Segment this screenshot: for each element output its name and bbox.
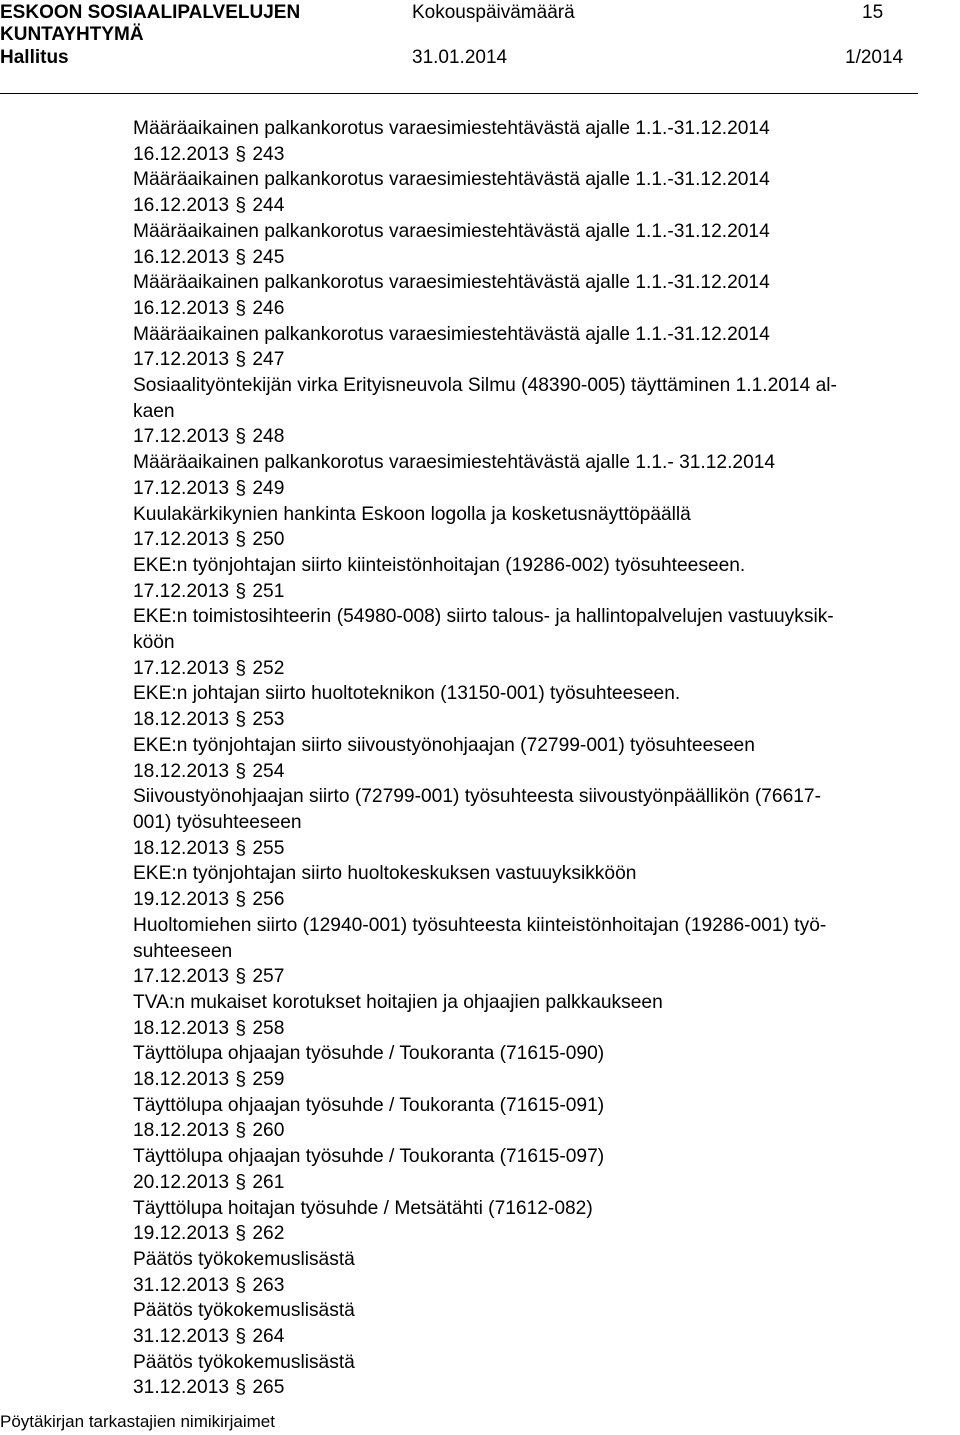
decision-reference <box>133 193 948 219</box>
decision-title: suhteeseen <box>133 940 233 962</box>
section-sign: § <box>235 1274 247 1296</box>
decision-date: 19.12.2013 <box>133 889 230 911</box>
decision-date: 16.12.2013 <box>133 246 230 268</box>
section-number: 250 <box>252 529 285 551</box>
decision-title: Päätös työkokemuslisästä <box>133 1248 355 1270</box>
section-number: 244 <box>252 195 285 217</box>
decision-title: Kuulakärkikynien hankinta Eskoon logolla ja kosketusnäyttöpäällä <box>133 503 691 525</box>
decision-reference <box>133 964 948 990</box>
decision-reference <box>133 1118 948 1144</box>
decision-reference <box>133 1375 948 1401</box>
section-sign: § <box>235 349 247 371</box>
decision-reference <box>133 142 948 168</box>
decision-date: 17.12.2013 <box>133 657 230 679</box>
section-sign: § <box>235 426 247 448</box>
decision-reference <box>133 296 948 322</box>
decision-date: 18.12.2013 <box>133 837 230 859</box>
decision-date: 17.12.2013 <box>133 580 230 602</box>
decision-title: Päätös työkokemuslisästä <box>133 1351 355 1373</box>
section-number: 252 <box>252 657 285 679</box>
section-number: 255 <box>252 837 285 859</box>
decision-title: Täyttölupa ohjaajan työsuhde / Toukoranta (71615-097) <box>133 1146 605 1168</box>
decision-reference <box>133 656 948 682</box>
decision-reference <box>133 887 948 913</box>
section-sign: § <box>235 1377 247 1399</box>
decision-title: Määräaikainen palkankorotus varaesimiestehtävästä ajalle 1.1.-31.12.2014 <box>133 323 770 345</box>
decision-title: Täyttölupa hoitajan työsuhde / Metsätähti (71612-082) <box>133 1197 593 1219</box>
decision-reference <box>133 759 948 785</box>
decision-reference <box>133 1016 948 1042</box>
decision-title: TVA:n mukaiset korotukset hoitajien ja ohjaajien palkkaukseen <box>133 991 663 1013</box>
decision-reference <box>133 1221 948 1247</box>
section-number: 265 <box>252 1377 285 1399</box>
decision-reference <box>133 1324 948 1350</box>
section-number: 262 <box>252 1223 285 1245</box>
header-divider <box>0 93 918 94</box>
decision-reference <box>133 1273 948 1299</box>
decision-title: Määräaikainen palkankorotus varaesimiestehtävästä ajalle 1.1.- 31.12.2014 <box>133 452 776 474</box>
decision-date: 20.12.2013 <box>133 1171 230 1193</box>
section-number: 251 <box>252 580 285 602</box>
decision-reference <box>133 1170 948 1196</box>
section-sign: § <box>235 1326 247 1348</box>
decision-date: 17.12.2013 <box>133 477 230 499</box>
decision-date: 18.12.2013 <box>133 760 230 782</box>
decision-date: 18.12.2013 <box>133 1017 230 1039</box>
decision-title: EKE:n työnjohtajan siirto huoltokeskuksen vastuuyksikköön <box>133 863 637 885</box>
decision-title: kaen <box>133 400 175 422</box>
section-sign: § <box>235 889 247 911</box>
decision-date: 17.12.2013 <box>133 966 230 988</box>
section-sign: § <box>235 1120 247 1142</box>
decision-title: Määräaikainen palkankorotus varaesimiestehtävästä ajalle 1.1.-31.12.2014 <box>133 272 770 294</box>
decision-reference <box>133 245 948 271</box>
section-sign: § <box>235 1017 247 1039</box>
signature-label: Pöytäkirjan tarkastajien nimikirjaimet <box>0 1412 275 1431</box>
decision-list <box>133 116 948 1401</box>
decision-title: Määräaikainen palkankorotus varaesimiestehtävästä ajalle 1.1.-31.12.2014 <box>133 169 770 191</box>
decision-title: köön <box>133 632 175 654</box>
section-sign: § <box>235 837 247 859</box>
section-sign: § <box>235 1069 247 1091</box>
section-number: 243 <box>252 143 285 165</box>
section-sign: § <box>235 966 247 988</box>
meeting-body-name: Hallitus <box>0 47 69 68</box>
decision-title: Päätös työkokemuslisästä <box>133 1300 355 1322</box>
decision-title: EKE:n työnjohtajan siirto siivoustyönohjaajan (72799-001) työsuhteeseen <box>133 734 755 756</box>
section-sign: § <box>235 760 247 782</box>
decision-date: 31.12.2013 <box>133 1326 230 1348</box>
decision-reference <box>133 527 948 553</box>
meeting-date-label: Kokouspäivämäärä <box>412 2 575 23</box>
section-number: 258 <box>252 1017 285 1039</box>
section-sign: § <box>235 246 247 268</box>
section-number: 260 <box>252 1120 285 1142</box>
decision-date: 16.12.2013 <box>133 195 230 217</box>
decision-reference <box>133 476 948 502</box>
section-number: 261 <box>252 1171 285 1193</box>
section-number: 263 <box>252 1274 285 1296</box>
decision-date: 17.12.2013 <box>133 426 230 448</box>
section-sign: § <box>235 580 247 602</box>
section-sign: § <box>235 477 247 499</box>
decision-title: Täyttölupa ohjaajan työsuhde / Toukoranta (71615-091) <box>133 1094 605 1116</box>
meeting-date: 31.01.2014 <box>412 47 508 68</box>
section-sign: § <box>235 195 247 217</box>
section-sign: § <box>235 1223 247 1245</box>
decision-date: 19.12.2013 <box>133 1223 230 1245</box>
section-number: 248 <box>252 426 285 448</box>
decision-title: Siivoustyönohjaajan siirto (72799-001) työsuhteesta siivoustyönpäällikön (76617- <box>133 786 821 808</box>
decision-reference <box>133 1067 948 1093</box>
section-number: 246 <box>252 297 285 319</box>
decision-title: Täyttölupa ohjaajan työsuhde / Toukoranta (71615-090) <box>133 1043 605 1065</box>
decision-reference <box>133 424 948 450</box>
decision-date: 17.12.2013 <box>133 529 230 551</box>
decision-title: Määräaikainen palkankorotus varaesimiestehtävästä ajalle 1.1.-31.12.2014 <box>133 118 770 139</box>
decision-title: EKE:n työnjohtajan siirto kiinteistönhoitajan (19286-002) työsuhteeseen. <box>133 554 746 576</box>
decision-title: 001) työsuhteeseen <box>133 811 302 833</box>
section-number: 257 <box>252 966 285 988</box>
decision-title: Huoltomiehen siirto (12940-001) työsuhteesta kiinteistönhoitajan (19286-001) työ- <box>133 914 827 936</box>
decision-date: 16.12.2013 <box>133 143 230 165</box>
section-number: 249 <box>252 477 285 499</box>
section-number: 245 <box>252 246 285 268</box>
page-header <box>0 0 960 96</box>
section-sign: § <box>235 143 247 165</box>
decision-date: 18.12.2013 <box>133 1120 230 1142</box>
decision-date: 17.12.2013 <box>133 349 230 371</box>
decision-date: 18.12.2013 <box>133 1069 230 1091</box>
page-number: 15 <box>862 2 884 23</box>
section-sign: § <box>235 1171 247 1193</box>
section-sign: § <box>235 529 247 551</box>
meeting-number: 1/2014 <box>845 47 904 68</box>
decision-date: 31.12.2013 <box>133 1377 230 1399</box>
decision-reference <box>133 579 948 605</box>
section-number: 253 <box>252 709 285 731</box>
section-number: 256 <box>252 889 285 911</box>
decision-date: 16.12.2013 <box>133 297 230 319</box>
decision-reference <box>133 707 948 733</box>
decision-title: EKE:n toimistosihteerin (54980-008) siirto talous- ja hallintopalvelujen vastuuyksik- <box>133 606 834 628</box>
section-number: 264 <box>252 1326 285 1348</box>
section-number: 259 <box>252 1069 285 1091</box>
decision-date: 18.12.2013 <box>133 709 230 731</box>
section-sign: § <box>235 657 247 679</box>
decision-reference <box>133 347 948 373</box>
section-sign: § <box>235 297 247 319</box>
decision-title: Määräaikainen palkankorotus varaesimiestehtävästä ajalle 1.1.-31.12.2014 <box>133 220 770 242</box>
decision-title: EKE:n johtajan siirto huoltoteknikon (13150-001) työsuhteeseen. <box>133 683 681 705</box>
organization-name-line2: KUNTAYHTYMÄ <box>0 24 144 45</box>
section-sign: § <box>235 709 247 731</box>
organization-name-line1: ESKOON SOSIAALIPALVELUJEN <box>0 2 301 23</box>
decision-date: 31.12.2013 <box>133 1274 230 1296</box>
decision-title: Sosiaalityöntekijän virka Erityisneuvola Silmu (48390-005) täyttäminen 1.1.2014 al- <box>133 375 837 397</box>
section-number: 254 <box>252 760 285 782</box>
section-number: 247 <box>252 349 285 371</box>
decision-reference <box>133 836 948 862</box>
